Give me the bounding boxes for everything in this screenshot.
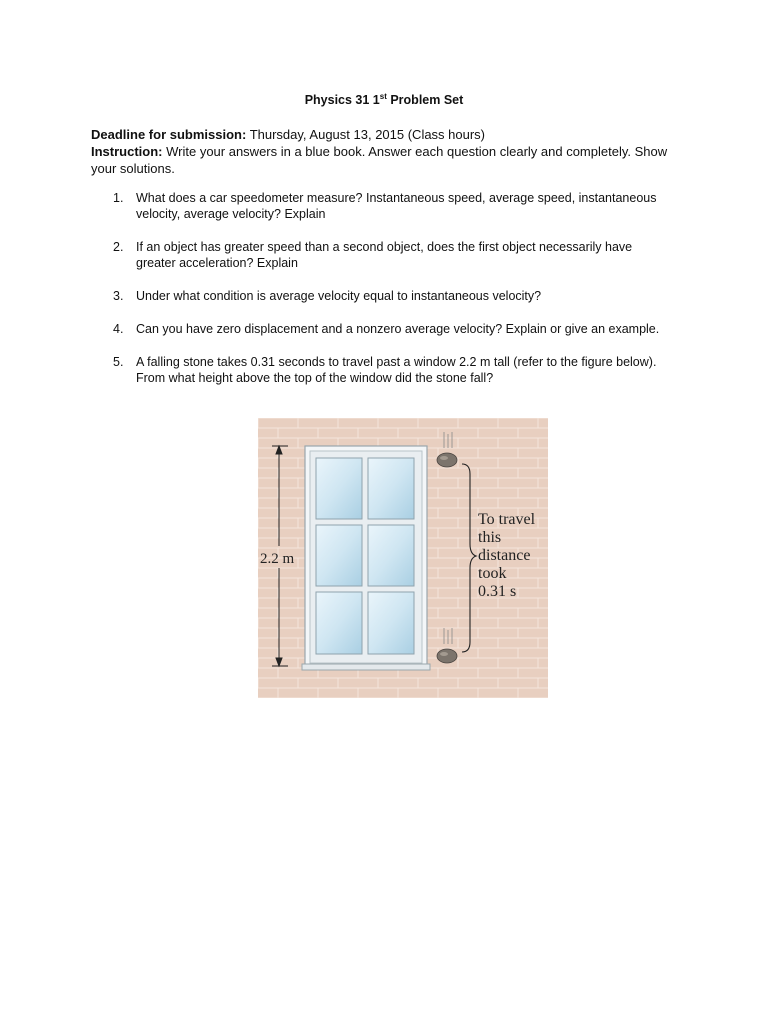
annotation-line: distance [478, 547, 531, 564]
question-number: 3. [113, 289, 124, 303]
question-item [91, 321, 671, 337]
window-sill [302, 664, 430, 670]
question-number: 5. [113, 355, 124, 369]
question-list [91, 190, 671, 403]
question-item [91, 190, 671, 222]
deadline-line [91, 126, 691, 143]
annotation-line: took [478, 565, 507, 582]
title-superscript: st [379, 92, 387, 101]
instruction-label: Instruction: [91, 144, 163, 159]
question-item [91, 288, 671, 304]
title-main: Physics 31 1 [304, 93, 380, 108]
question-number: 2. [113, 240, 124, 254]
instruction-value: Write your answers in a blue book. Answer each question clearly and completely. Show your solutions. [91, 144, 668, 176]
window-figure [258, 418, 548, 698]
instruction-line [91, 143, 691, 177]
question-text: What does a car speedometer measure? Instantaneous speed, average speed, instantaneous velocity, average velocity? Explain [136, 191, 657, 221]
height-label: 2.2 m [260, 551, 295, 567]
annotation-line: this [478, 529, 502, 546]
question-text: If an object has greater speed than a second object, does the first object necessarily have greater acceleration? Explain [136, 240, 633, 270]
window-illustration [258, 418, 548, 698]
question-item [91, 239, 671, 271]
question-text: A falling stone takes 0.31 seconds to travel past a window 2.2 m tall (refer to the figure below). From what height above the top of the window did the stone fall? [136, 355, 657, 385]
deadline-value: Thursday, August 13, 2015 (Class hours) [246, 127, 486, 142]
deadline-label: Deadline for submission: [91, 127, 247, 142]
question-number: 4. [113, 322, 124, 336]
page-title [0, 92, 768, 107]
annotation-line: To travel [478, 511, 536, 528]
question-item [91, 354, 671, 386]
question-text: Under what condition is average velocity equal to instantaneous velocity? [136, 289, 542, 303]
title-rest: Problem Set [386, 93, 464, 108]
question-text: Can you have zero displacement and a nonzero average velocity? Explain or give an example. [136, 322, 660, 336]
question-number: 1. [113, 191, 124, 205]
annotation-line: 0.31 s [478, 583, 517, 600]
assignment-info [91, 126, 691, 177]
